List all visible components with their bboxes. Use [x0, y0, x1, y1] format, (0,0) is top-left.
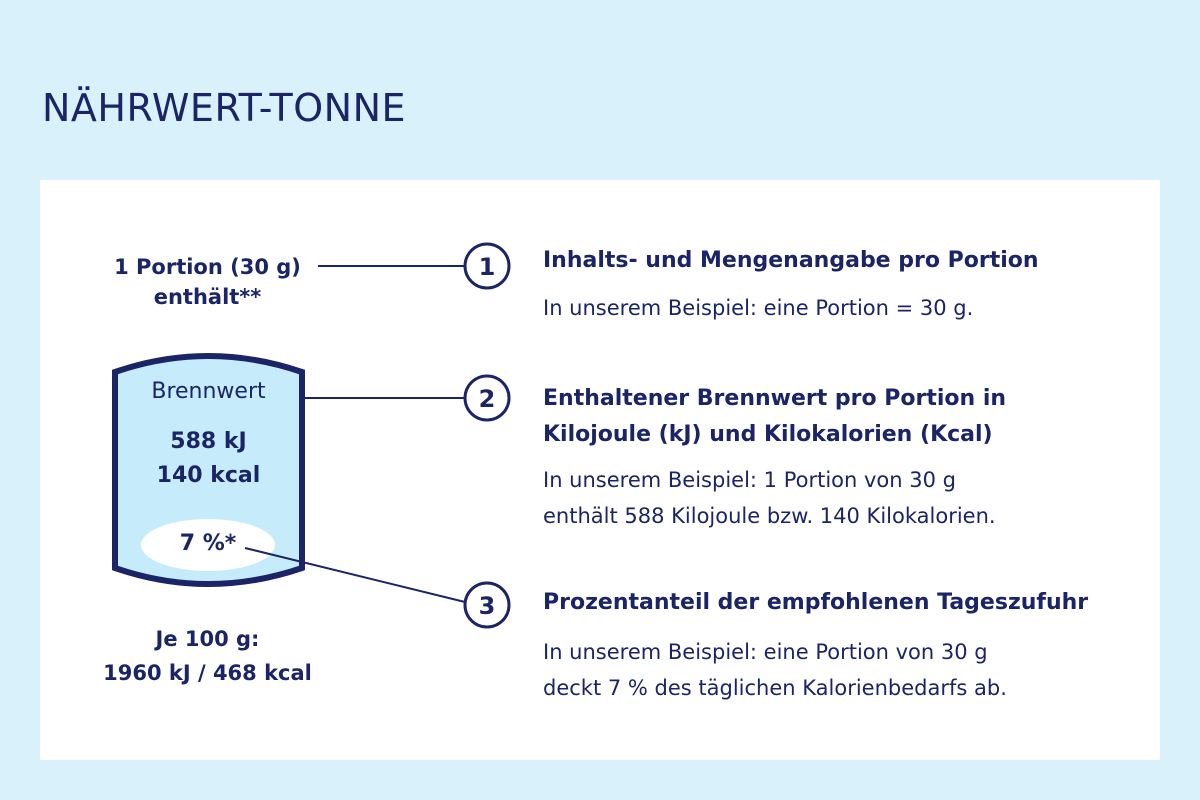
per-100g-line2: 1960 kJ / 468 kcal: [103, 661, 312, 685]
item-3-heading: Prozentanteil der empfohlenen Tageszufuhr: [543, 590, 1089, 615]
portion-line2: enthält**: [153, 285, 262, 309]
page-title: NÄHRWERT-TONNE: [42, 86, 407, 130]
item-3-text-line2: deckt 7 % des täglichen Kalorienbedarfs ab.: [543, 676, 1007, 700]
item-2-text: [543, 462, 996, 534]
item-3-text: [543, 634, 1007, 706]
item-2-heading: [543, 381, 1006, 453]
item-1-text: In unserem Beispiel: eine Portion = 30 g.: [543, 296, 974, 320]
portion-label: [90, 252, 325, 312]
per-100g-line1: Je 100 g:: [155, 627, 260, 651]
can-label: Brennwert: [151, 379, 266, 404]
portion-line1: 1 Portion (30 g): [114, 255, 301, 279]
can-kcal: 140 kcal: [156, 463, 261, 488]
item-2-text-line2: enthält 588 Kilojoule bzw. 140 Kilokalorien.: [543, 504, 996, 528]
item-3-text-line1: In unserem Beispiel: eine Portion von 30 g: [543, 640, 988, 664]
badge-1-number: 1: [478, 253, 496, 281]
badge-2-number: 2: [478, 385, 496, 413]
per-100g: [75, 622, 340, 690]
item-2-heading-line1: Enthaltener Brennwert pro Portion in: [543, 386, 1007, 411]
can-kj: 588 kJ: [170, 429, 247, 454]
item-2-heading-line2: Kilojoule (kJ) und Kilokalorien (Kcal): [543, 422, 993, 447]
can-percent: 7 %*: [179, 531, 237, 556]
item-1-heading: Inhalts- und Mengenangabe pro Portion: [543, 248, 1039, 273]
can-values: [115, 425, 302, 493]
item-2-text-line1: In unserem Beispiel: 1 Portion von 30 g: [543, 468, 956, 492]
badge-3-number: 3: [478, 592, 496, 620]
